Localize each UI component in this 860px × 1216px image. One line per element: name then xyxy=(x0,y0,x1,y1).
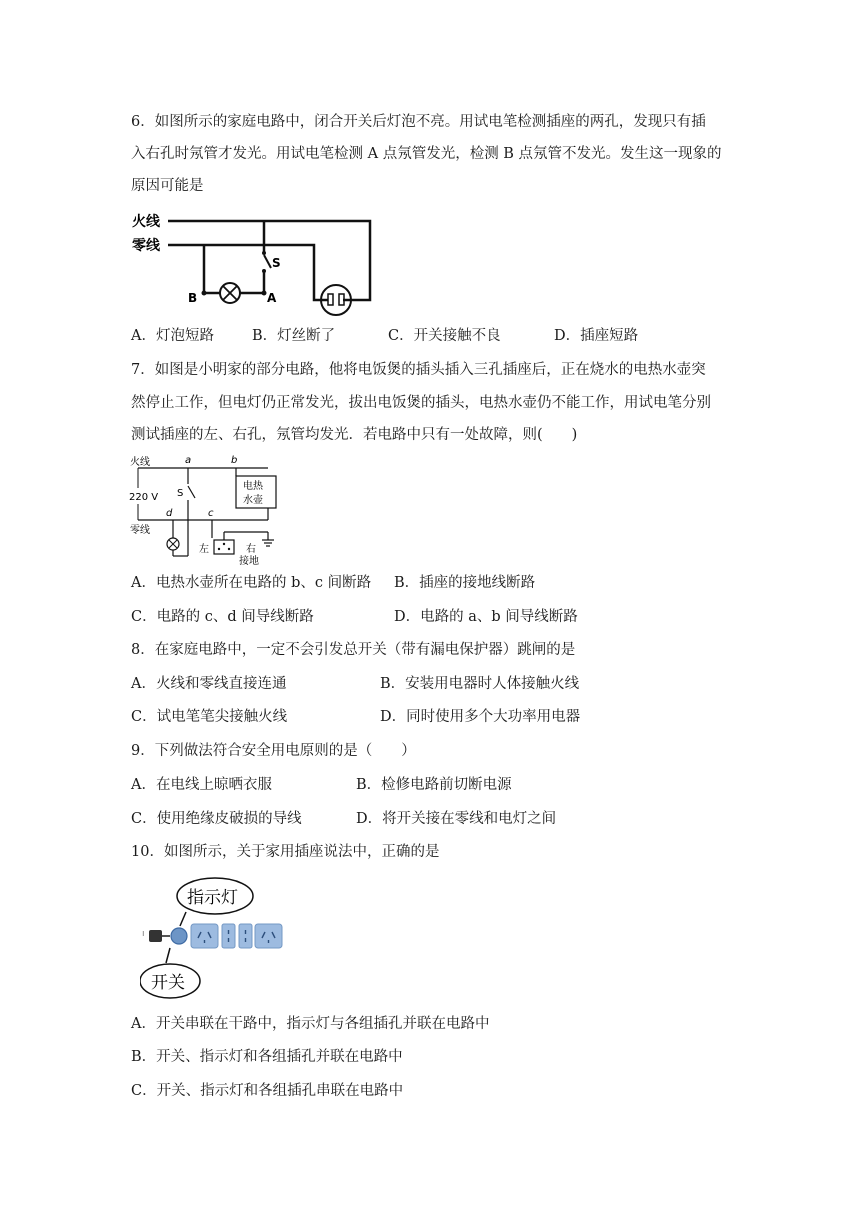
q6-neutral-label: 零线 xyxy=(132,238,160,254)
q6-option-b: B．灯丝断了 xyxy=(252,328,336,344)
q7-right-label: 右 xyxy=(246,544,256,555)
q7-option-a: A．电热水壶所在电路的 b、c 间断路 xyxy=(131,575,372,591)
q6-circuit-diagram xyxy=(128,205,378,320)
q9-option-b: B．检修电路前切断电源 xyxy=(356,777,512,793)
q7-circuit-diagram xyxy=(128,452,288,567)
q10-switch-label: 开关 xyxy=(151,973,185,993)
q10-power-strip-figure xyxy=(140,872,290,1002)
q10-option-a: A．开关串联在干路中，指示灯与各组插孔并联在电路中 xyxy=(131,1016,490,1032)
q6-switch-label: S xyxy=(272,256,281,270)
q7-live-label: 火线 xyxy=(130,457,150,468)
q7-stem-line2: 然停止工作，但电灯仍正常发光，拔出电饭煲的插头，电热水壶仍不能工作，用试电笔分别 xyxy=(131,395,711,411)
q9-option-d: D．将开关接在零线和电灯之间 xyxy=(356,811,557,827)
q7-stem-line3: 测试插座的左、右孔，氖管均发光．若电路中只有一处故障，则( ) xyxy=(131,427,578,443)
svg-text:ı: ı xyxy=(142,929,145,939)
q8-stem: 8．在家庭电路中，一定不会引发总开关（带有漏电保护器）跳闸的是 xyxy=(131,642,576,658)
q6-live-label: 火线 xyxy=(132,214,160,230)
q6-option-c: C．开关接触不良 xyxy=(388,328,501,344)
q8-option-b: B．安装用电器时人体接触火线 xyxy=(380,676,580,692)
q7-kettle-label-2: 水壶 xyxy=(243,495,263,506)
q7-point-b-label: b xyxy=(231,455,238,466)
q9-option-c: C．使用绝缘皮破损的导线 xyxy=(131,811,302,827)
q7-voltage-label: 220 V xyxy=(129,492,159,503)
q10-option-b: B．开关、指示灯和各组插孔并联在电路中 xyxy=(131,1049,403,1065)
q6-point-b-label: B xyxy=(188,291,198,305)
q7-left-label: 左 xyxy=(199,544,209,555)
q7-option-b: B．插座的接地线断路 xyxy=(394,575,536,591)
q6-stem-line2: 入右孔时氖管才发光。用试电笔检测 A 点氖管发光，检测 B 点氖管不发光。发生这一现象的 xyxy=(131,146,722,162)
q9-option-a: A．在电线上晾晒衣服 xyxy=(131,777,272,793)
q8-option-d: D．同时使用多个大功率用电器 xyxy=(380,709,581,725)
q8-option-a: A．火线和零线直接连通 xyxy=(131,676,287,692)
q10-option-c: C．开关、指示灯和各组插孔串联在电路中 xyxy=(131,1083,404,1099)
q7-point-d-label: d xyxy=(166,508,173,519)
q6-option-a: A．灯泡短路 xyxy=(131,328,214,344)
q9-stem: 9．下列做法符合安全用电原则的是（ ） xyxy=(131,743,416,759)
q7-option-c: C．电路的 c、d 间导线断路 xyxy=(131,609,314,625)
q10-stem: 10．如图所示，关于家用插座说法中，正确的是 xyxy=(131,844,440,860)
q6-stem-line3: 原因可能是 xyxy=(131,178,204,194)
q7-ground-label: 接地 xyxy=(239,556,259,567)
q7-kettle-label-1: 电热 xyxy=(243,481,263,492)
q8-option-c: C．试电笔笔尖接触火线 xyxy=(131,709,288,725)
q7-option-d: D．电路的 a、b 间导线断路 xyxy=(394,609,578,625)
q6-point-a-label: A xyxy=(267,291,277,305)
q6-stem-line1: 6．如图所示的家庭电路中，闭合开关后灯泡不亮。用试电笔检测插座的两孔，发现只有插 xyxy=(131,114,706,130)
q7-switch-label: S xyxy=(177,488,184,499)
q7-stem-line1: 7．如图是小明家的部分电路，他将电饭煲的插头插入三孔插座后，正在烧水的电热水壶突 xyxy=(131,362,706,378)
q7-neutral-label: 零线 xyxy=(130,525,150,536)
q6-option-d: D．插座短路 xyxy=(554,328,639,344)
q7-point-c-label: c xyxy=(208,508,214,519)
q7-point-a-label: a xyxy=(185,455,192,466)
q10-indicator-label: 指示灯 xyxy=(187,888,238,908)
